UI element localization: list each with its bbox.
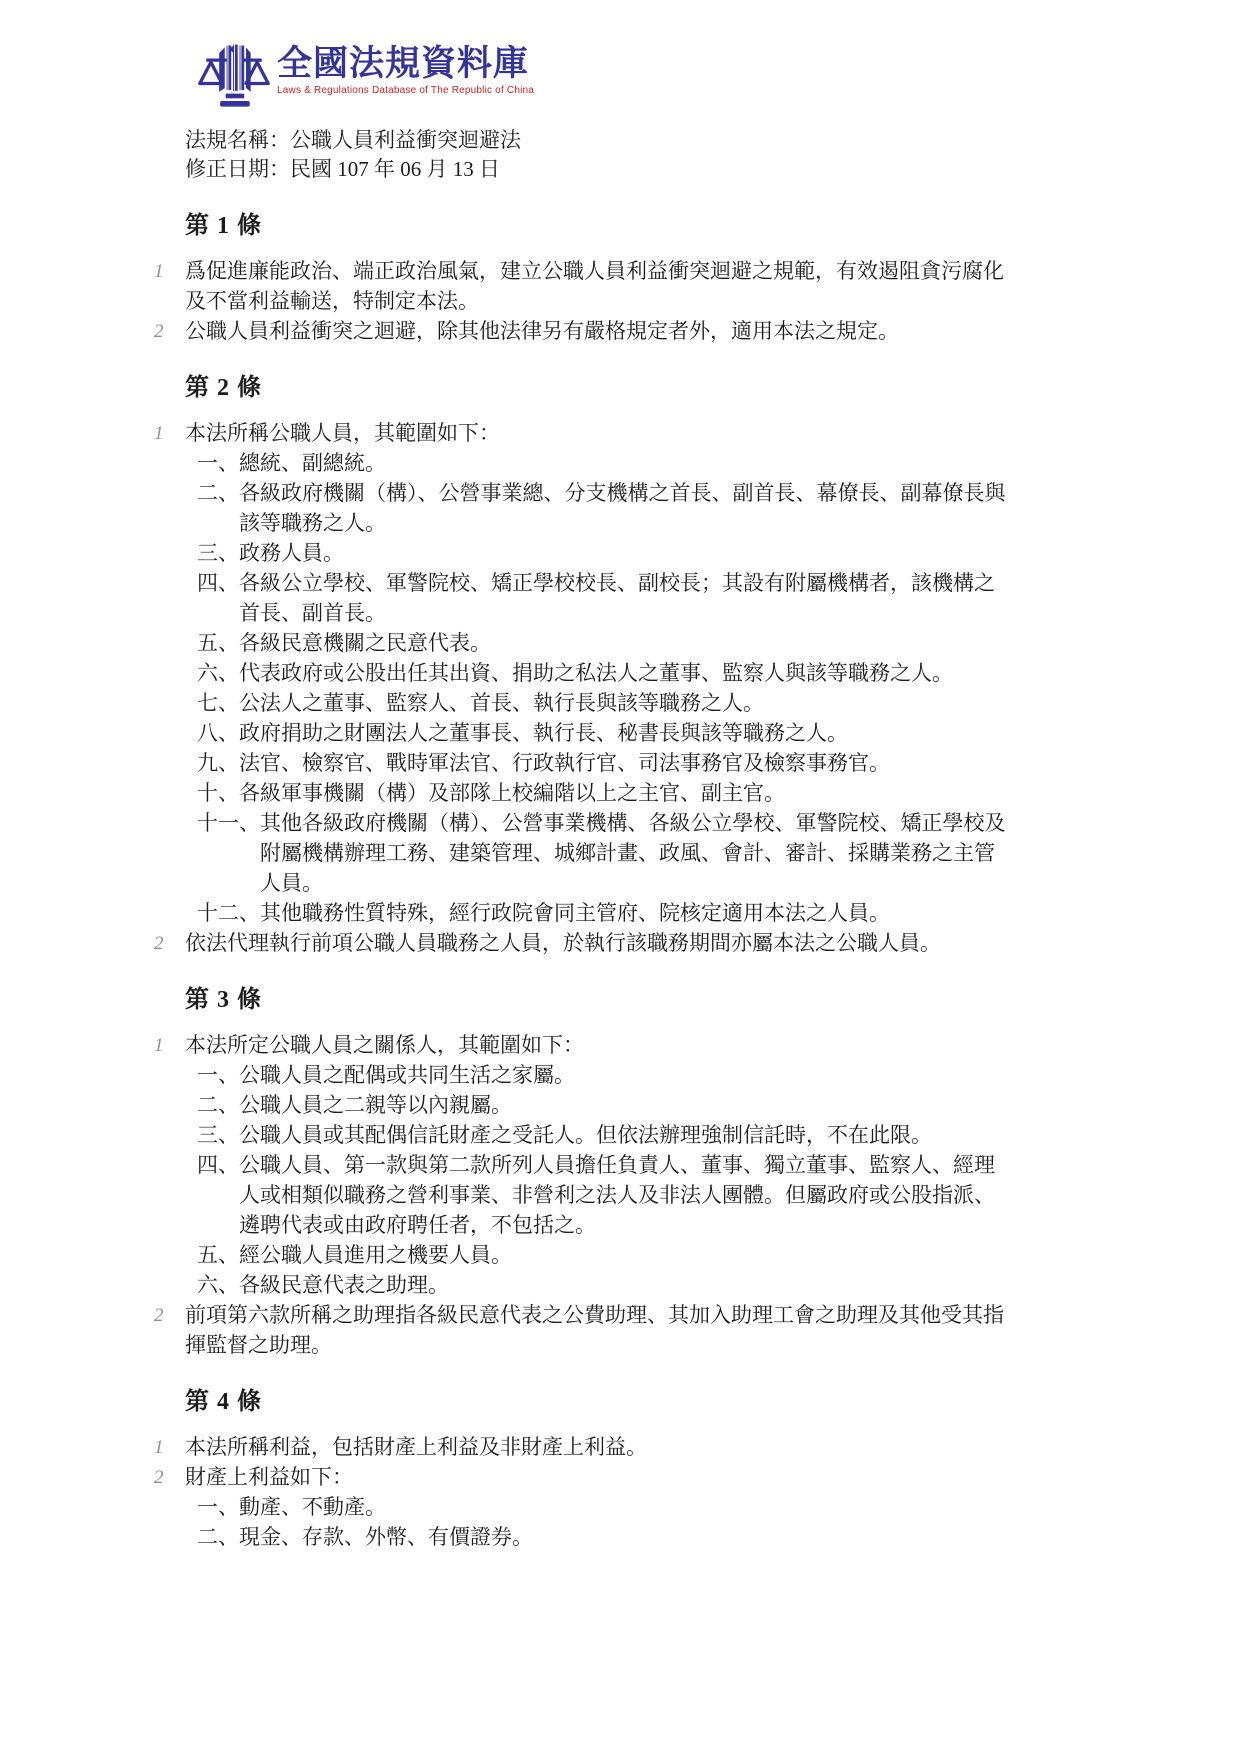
logo-title: 全國法規資料庫 (277, 44, 530, 83)
list-item (197, 1150, 1011, 1240)
list-item-marker: 二、 (197, 481, 239, 505)
law-name-line (185, 126, 1240, 155)
list-item (197, 478, 1011, 538)
list-item-text: 其他各級政府機關（構）、公營事業機構、各級公立學校、軍警院校、矯正學校及附屬機構辦理工務、建築管理、城鄉計畫、政風、會計、審計、採購業務之主管人員。 (260, 811, 1006, 895)
list-item (197, 808, 1011, 898)
list-item (197, 568, 1011, 628)
article-title: 第 3 條 (185, 987, 262, 1013)
paragraph-body (185, 928, 1011, 958)
paragraph (154, 418, 1011, 928)
list-item (197, 718, 1011, 748)
paragraph-text: 財產上利益如下： (185, 1465, 353, 1489)
paragraph (154, 928, 1011, 958)
paragraph (154, 1300, 1011, 1360)
law-name-value: 公職人員利益衝突迴避法 (290, 128, 521, 152)
list-item-marker: 八、 (197, 721, 239, 745)
list-item-text: 政務人員。 (239, 541, 344, 565)
law-name-label: 法規名稱： (185, 128, 290, 152)
list-item (197, 898, 1011, 928)
articles-container (154, 211, 1240, 1552)
list-item-marker: 九、 (197, 751, 239, 775)
list-item-marker: 一、 (197, 1063, 239, 1087)
paragraph-number: 2 (154, 321, 164, 342)
paragraph-text: 公職人員利益衝突之迴避，除其他法律另有嚴格規定者外，適用本法之規定。 (185, 319, 899, 343)
list-item (197, 1090, 1011, 1120)
list-item-marker: 六、 (197, 1273, 239, 1297)
list-item-marker: 三、 (197, 1123, 239, 1147)
list-item (197, 778, 1011, 808)
list-item-marker: 一、 (197, 1495, 239, 1519)
list-item (197, 1492, 1011, 1522)
list-item-marker: 十、 (197, 781, 239, 805)
amend-date-label: 修正日期： (185, 157, 290, 181)
paragraph-text: 本法所定公職人員之關係人，其範圍如下： (185, 1033, 584, 1057)
list-item (197, 1240, 1011, 1270)
list-item-text: 各級政府機關（構）、公營事業總、分支機構之首長、副首長、幕僚長、副幕僚長與該等職務之人。 (239, 481, 1006, 535)
list-item-text: 法官、檢察官、戰時軍法官、行政執行官、司法事務官及檢察事務官。 (239, 751, 890, 775)
list-item (197, 688, 1011, 718)
paragraph-number: 2 (154, 1467, 164, 1488)
list-item-text: 各級軍事機關（構）及部隊上校編階以上之主官、副主官。 (239, 781, 785, 805)
site-logo (197, 38, 1240, 120)
list-item-marker: 七、 (197, 691, 239, 715)
list-item (197, 748, 1011, 778)
list-item (197, 1522, 1011, 1552)
list-item-marker: 十一、 (197, 811, 260, 835)
list-item (197, 538, 1011, 568)
article-title: 第 2 條 (185, 375, 262, 401)
paragraph-number: 1 (154, 1035, 164, 1056)
list-item-marker: 二、 (197, 1093, 239, 1117)
paragraph-body (185, 316, 1011, 346)
paragraph (154, 256, 1011, 316)
list-item-marker: 四、 (197, 571, 239, 595)
list-item-text: 公職人員之配偶或共同生活之家屬。 (239, 1063, 575, 1087)
list-item-text: 公職人員之二親等以內親屬。 (239, 1093, 512, 1117)
paragraph (154, 1432, 1011, 1462)
list-item (197, 448, 1011, 478)
paragraph-text: 本法所稱利益，包括財產上利益及非財產上利益。 (185, 1435, 647, 1459)
logo-subtitle: Laws & Regulations Database of The Republic of China (277, 85, 535, 96)
list-item-text: 其他職務性質特殊，經行政院會同主管府、院核定適用本法之人員。 (260, 901, 890, 925)
list-item-text: 代表政府或公股出任其出資、捐助之私法人之董事、監察人與該等職務之人。 (239, 661, 953, 685)
paragraph-text: 本法所稱公職人員，其範圍如下： (185, 421, 500, 445)
list-item-marker: 五、 (197, 1243, 239, 1267)
list-item (197, 628, 1011, 658)
list-item-marker: 一、 (197, 451, 239, 475)
list-item (197, 658, 1011, 688)
list-item (197, 1120, 1011, 1150)
paragraph-body (185, 1432, 1011, 1462)
paragraph-body (185, 1462, 1011, 1552)
paragraph-body (185, 1300, 1011, 1360)
paragraph-text: 爲促進廉能政治、端正政治風氣，建立公職人員利益衝突迴避之規範，有效遏阻貪污腐化及不當利益輸送，特制定本法。 (185, 259, 1004, 313)
paragraph-number: 1 (154, 261, 164, 282)
paragraph-text: 依法代理執行前項公職人員職務之人員，於執行該職務期間亦屬本法之公職人員。 (185, 931, 941, 955)
paragraph (154, 316, 1011, 346)
list-item-marker: 六、 (197, 661, 239, 685)
list-item-marker: 二、 (197, 1525, 239, 1549)
paragraph (154, 1462, 1011, 1552)
law-meta (185, 126, 1240, 184)
list-item-text: 經公職人員進用之機要人員。 (239, 1243, 512, 1267)
list-item-marker: 三、 (197, 541, 239, 565)
list-item-text: 動產、不動產。 (239, 1495, 386, 1519)
paragraph-number: 1 (154, 1437, 164, 1458)
list-item-text: 總統、副總統。 (239, 451, 386, 475)
paragraph-number: 1 (154, 423, 164, 444)
list-item (197, 1060, 1011, 1090)
list-item-text: 各級民意機關之民意代表。 (239, 631, 491, 655)
paragraph-number: 2 (154, 933, 164, 954)
article-title: 第 4 條 (185, 1389, 262, 1415)
list-item-marker: 四、 (197, 1153, 239, 1177)
list-item-text: 公職人員、第一款與第二款所列人員擔任負責人、董事、獨立董事、監察人、經理人或相類似職務之營利事業、非營利之法人及非法人團體。但屬政府或公股指派、遴聘代表或由政府聘任者，不包括之。 (239, 1153, 995, 1237)
paragraph (154, 1030, 1011, 1300)
logo-text (277, 44, 534, 96)
paragraph-number: 2 (154, 1305, 164, 1326)
list-item-text: 各級公立學校、軍警院校、矯正學校校長、副校長；其設有附屬機構者，該機構之首長、副首長。 (239, 571, 995, 625)
list-item-text: 公職人員或其配偶信託財產之受託人。但依法辦理強制信託時，不在此限。 (239, 1123, 932, 1147)
list-item-marker: 十二、 (197, 901, 260, 925)
list-item (197, 1270, 1011, 1300)
amend-date-line (185, 155, 1240, 184)
article-title: 第 1 條 (185, 213, 262, 239)
list-item-text: 各級民意代表之助理。 (239, 1273, 449, 1297)
list-item-text: 現金、存款、外幣、有價證券。 (239, 1525, 533, 1549)
paragraph-body (185, 1030, 1011, 1300)
paragraph-body (185, 418, 1011, 928)
paragraph-body (185, 256, 1011, 316)
list-item-text: 公法人之董事、監察人、首長、執行長與該等職務之人。 (239, 691, 764, 715)
list-item-text: 政府捐助之財團法人之董事長、執行長、秘書長與該等職務之人。 (239, 721, 848, 745)
paragraph-text: 前項第六款所稱之助理指各級民意代表之公費助理、其加入助理工會之助理及其他受其指揮監督之助理。 (185, 1303, 1004, 1357)
list-item-marker: 五、 (197, 631, 239, 655)
scales-book-icon (197, 40, 271, 114)
amend-date-value: 民國 107 年 06 月 13 日 (290, 157, 500, 181)
